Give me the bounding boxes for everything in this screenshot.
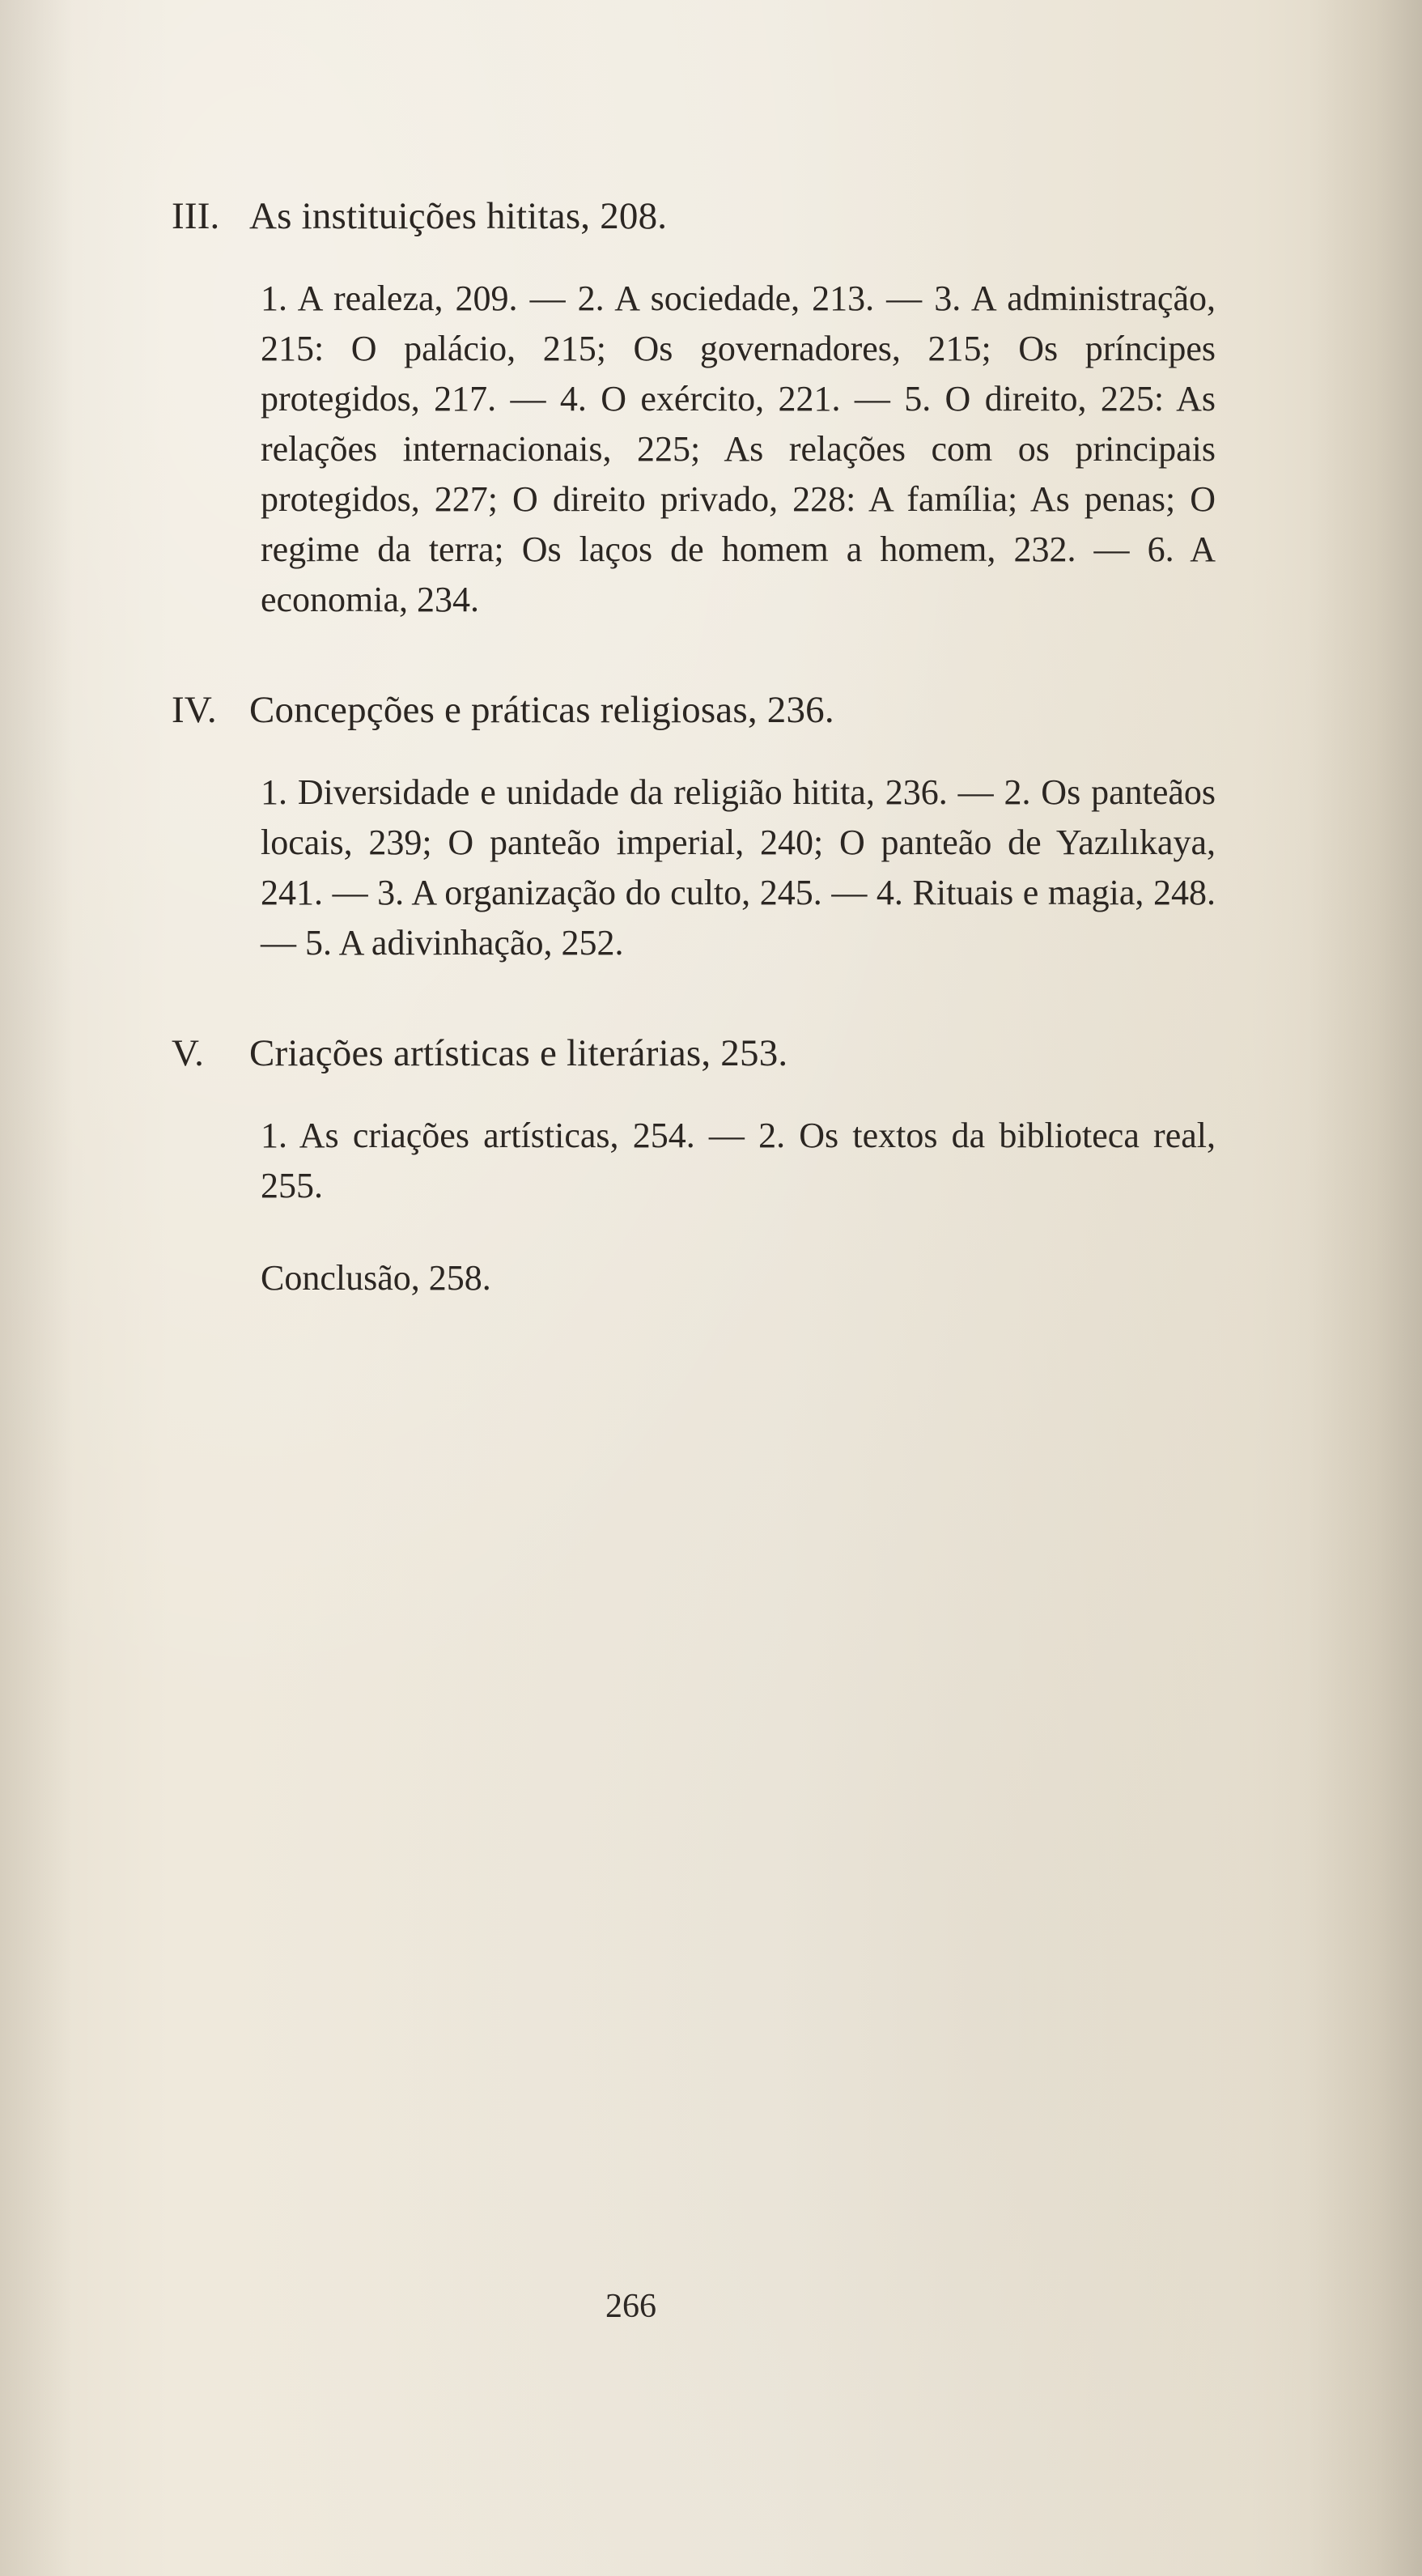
page-number: 266 (605, 2288, 656, 2325)
section-entries-iii: 1. A realeza, 209. — 2. A sociedade, 213. — 3. A administração, 215: O palácio, 215; Os governadores, 215; Os príncipes protegidos, 217. — 4. O exército, 221. — 5. O direito, 225: As relações internacionais, 225; As relações com os principais protegidos, 227; O direito privado, 228: A família; As penas; O regime da terra; Os laços de homem a homem, 232. — 6. A economia, 234. (261, 278, 1216, 619)
section-numeral: IV. (172, 689, 217, 731)
section-entries-v: 1. As criações artísticas, 254. — 2. Os textos da biblioteca real, 255. (261, 1116, 1216, 1205)
section-heading-iii (172, 191, 1208, 241)
page-gutter-shadow (0, 0, 73, 2576)
section-numeral: V. (172, 1032, 205, 1074)
section-heading-iv (172, 685, 1208, 735)
page-edge-shadow (1309, 0, 1422, 2576)
table-of-contents (172, 191, 1216, 1303)
section-title: Criações artísticas e literárias, 253. (249, 1032, 788, 1074)
section-title: As instituições hititas, 208. (249, 195, 668, 237)
conclusion-entry: Conclusão, 258. (261, 1258, 491, 1298)
section-title: Concepções e práticas religiosas, 236. (249, 689, 834, 731)
section-entries-iv: 1. Diversidade e unidade da religião hitita, 236. — 2. Os panteãos locais, 239; O panteão imperial, 240; O panteão de Yazılıkaya, 241. — 3. A organização do culto, 245. — 4. Rituais e magia, 248. — 5. A adivinhação, 252. (261, 772, 1216, 963)
section-heading-v (172, 1028, 1208, 1078)
section-numeral: III. (172, 195, 220, 237)
